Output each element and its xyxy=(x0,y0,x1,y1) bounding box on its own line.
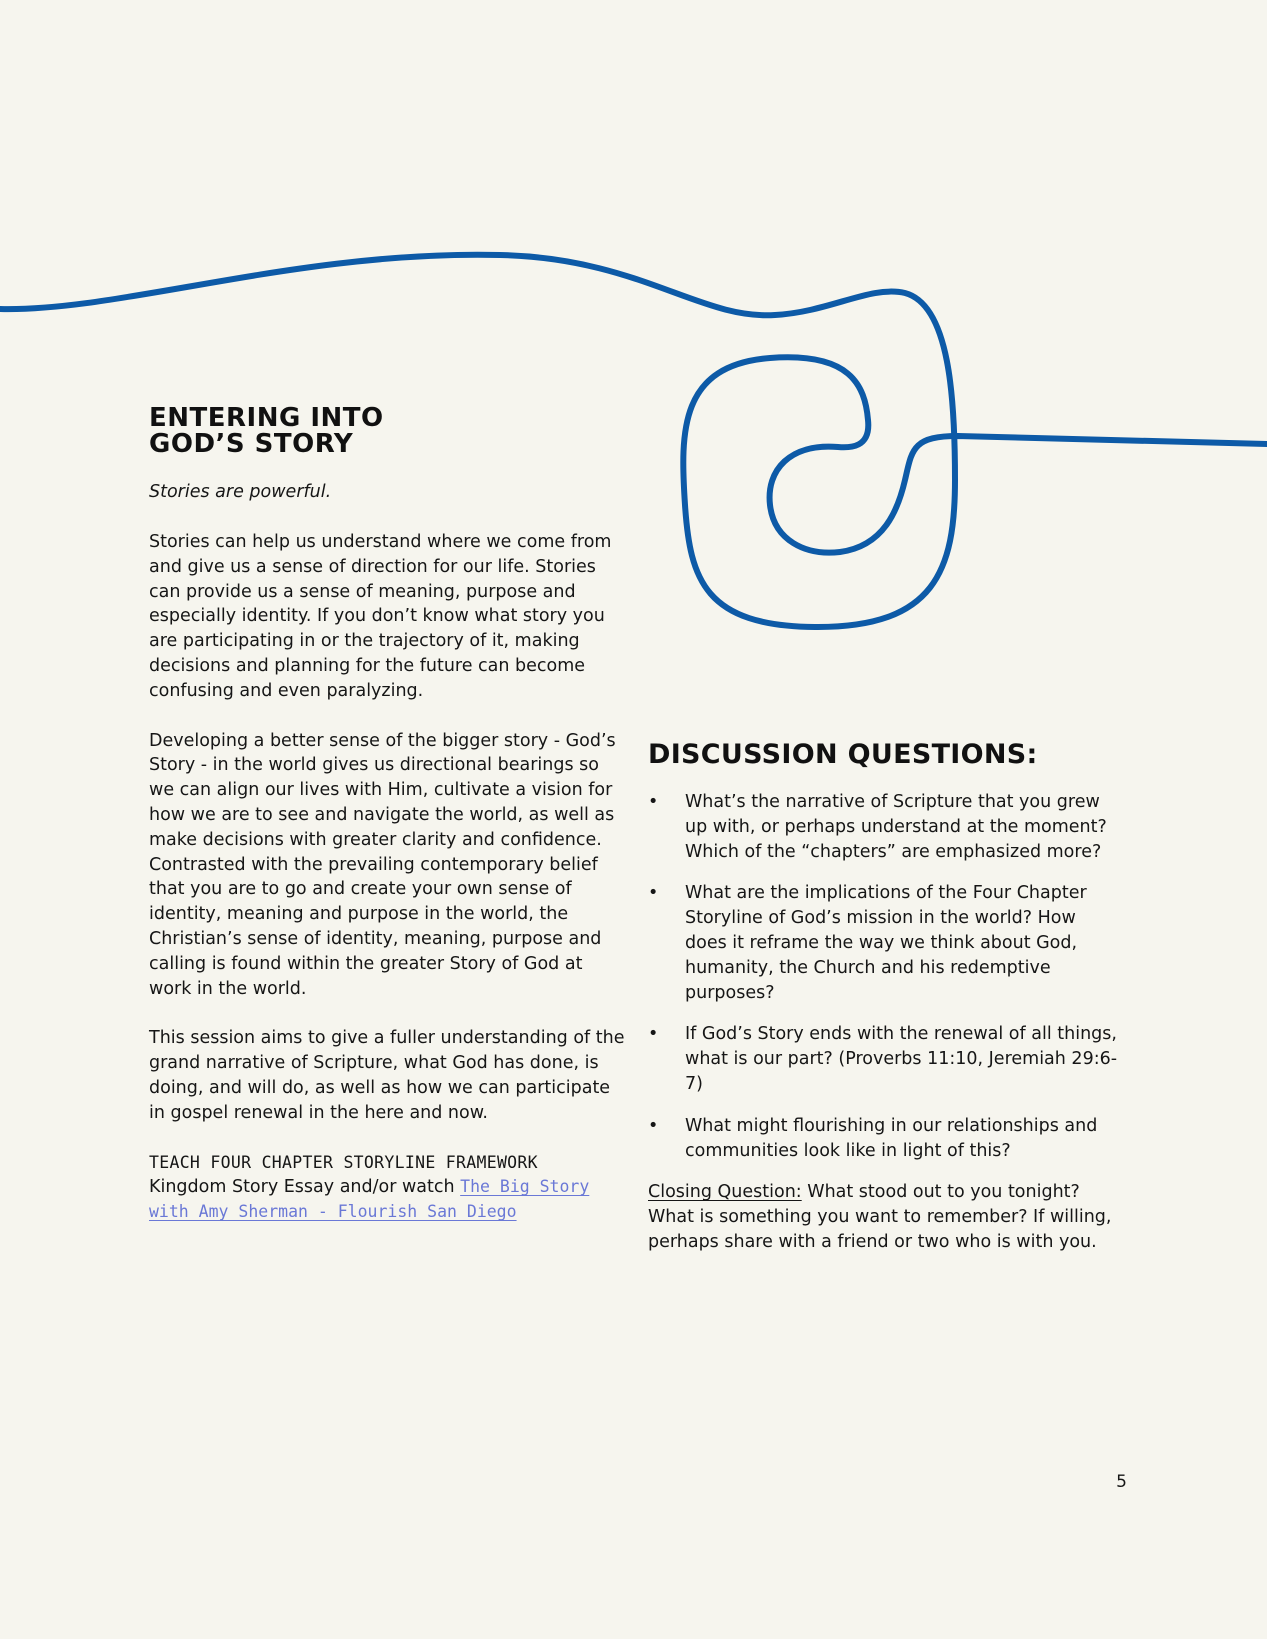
left-column xyxy=(149,405,627,1225)
closing-question xyxy=(648,1180,1118,1254)
bullet-icon: • xyxy=(648,1024,659,1045)
intro-text: Stories are powerful. xyxy=(149,482,332,502)
page-number: 5 xyxy=(1116,1472,1127,1492)
question-item xyxy=(648,790,1118,864)
teach-text: Kingdom Story Essay and/or watch xyxy=(149,1177,461,1198)
closing-question-text: What stood out to you tonight? What is something you want to remember? If willing, perhaps share with a friend or two who is with you. xyxy=(648,1182,1112,1252)
question-list xyxy=(648,790,1118,1163)
teach-label: TEACH FOUR CHAPTER STORYLINE FRAMEWORK xyxy=(149,1152,538,1172)
paragraph-1: Stories can help us understand where we come from and give us a sense of direction for our life. Stories can provide us a sense of meaning, purpose and especially identity. If you don’t know what story you are participating in or the trajectory of it, making decisions and planning for the future can become confusing and even paralyzing. xyxy=(149,532,612,701)
bullet-icon: • xyxy=(648,792,659,812)
question-item xyxy=(648,1022,1118,1096)
teach-block xyxy=(149,1151,627,1225)
question-item xyxy=(648,881,1118,1005)
heading-line-1: ENTERING INTO xyxy=(149,403,384,433)
paragraph-3: This session aims to give a fuller understanding of the grand narrative of Scripture, what God has done, is doing, and will do, as well as how we can participate in gospel renewal in the here and now. xyxy=(149,1028,625,1123)
question-item xyxy=(648,1114,1118,1164)
discussion-questions-heading: DISCUSSION QUESTIONS: xyxy=(648,739,1038,770)
paragraph-2: Developing a better sense of the bigger story - God’s Story - in the world gives us directional bearings so we can align our lives with Him, cultivate a vision for how we are to see and navigate the world, as well as make decisions with greater clarity and confidence. Contrasted with the prevailing contemporary belief that you are to go and create your own sense of identity, meaning and purpose in the world, the Christian’s sense of identity, meaning, purpose and calling is found within the greater Story of God at work in the world. xyxy=(149,730,616,999)
section-heading xyxy=(149,405,627,457)
question-text: What are the implications of the Four Chapter Storyline of God’s mission in the world? How does it reframe the way we think about God, humanity, the Church and his redemptive purposes? xyxy=(685,883,1087,1003)
question-text: What might flourishing in our relationships and communities look like in light of this? xyxy=(685,1115,1098,1161)
bullet-icon: • xyxy=(648,1115,659,1136)
closing-question-label: Closing Question: xyxy=(648,1182,802,1203)
question-text: If God’s Story ends with the renewal of all things, what is our part? (Proverbs 11:10, Jeremiah 29:6-7) xyxy=(685,1024,1118,1094)
right-column xyxy=(648,740,1118,1272)
bullet-icon: • xyxy=(648,883,659,904)
question-text: What’s the narrative of Scripture that you grew up with, or perhaps understand at the moment? Which of the “chapters” are emphasized more? xyxy=(685,792,1107,862)
heading-line-2: GOD’S STORY xyxy=(149,429,354,459)
big-story-video-link[interactable]: The Big Story with Amy Sherman - Flourish San Diego xyxy=(149,1177,590,1222)
